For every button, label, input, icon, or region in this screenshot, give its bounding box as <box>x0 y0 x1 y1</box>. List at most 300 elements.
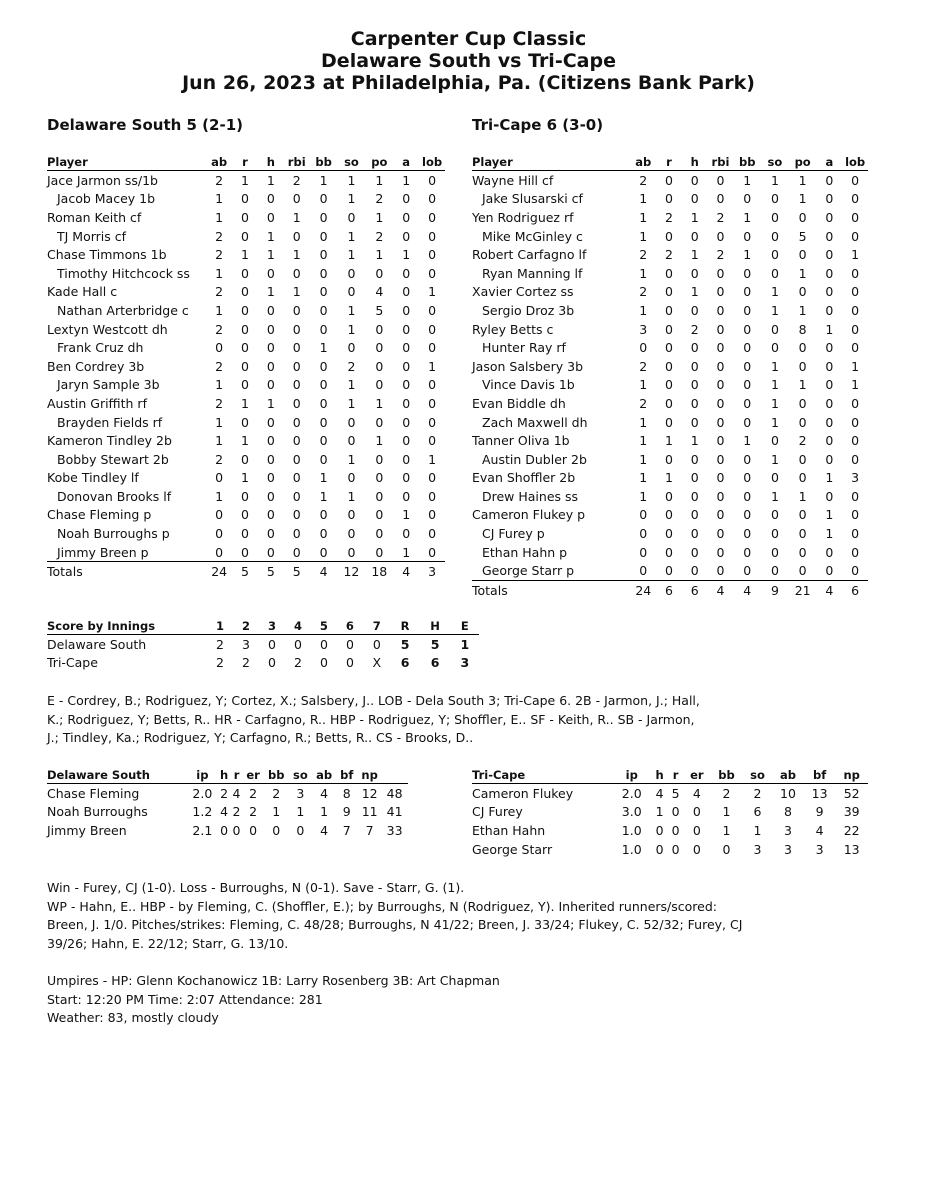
stat-cell: 0 <box>639 507 648 523</box>
innings-header <box>47 618 479 635</box>
player-name: Xavier Cortez ss <box>472 284 574 300</box>
stat-cell: 1 <box>639 191 648 207</box>
stat-cell: 0 <box>665 395 673 411</box>
stat-cell: 0 <box>851 526 860 542</box>
inning-cell: 5 <box>430 636 440 652</box>
stat-cell: 0 <box>851 451 860 467</box>
player-row <box>472 227 868 246</box>
stat-cell: 0 <box>665 414 673 430</box>
player-name: Lextyn Westcott dh <box>47 321 168 337</box>
stat-cell: 0 <box>402 191 411 207</box>
stat-cell: 0 <box>375 451 384 467</box>
stat-cell: 0 <box>428 433 437 449</box>
stat-cell: 0 <box>665 488 673 504</box>
pitching-cell: 3 <box>815 841 824 857</box>
stat-cell: 0 <box>292 191 301 207</box>
stat-cell: 2 <box>215 358 224 374</box>
stat-cell: 1 <box>241 433 249 449</box>
stat-cell: 0 <box>266 414 275 430</box>
player-name: Chase Timmons 1b <box>47 247 167 263</box>
player-name: TJ Morris cf <box>57 228 127 244</box>
pitching-cell: 3 <box>753 841 762 857</box>
stat-cell: 1 <box>665 433 673 449</box>
header-row <box>472 154 868 171</box>
stat-cell: 0 <box>798 358 807 374</box>
stat-cell: 0 <box>743 544 752 560</box>
player-name: Robert Carfagno lf <box>472 247 587 263</box>
stat-cell: 0 <box>241 321 249 337</box>
stat-cell: 0 <box>402 265 411 281</box>
stat-cell: 0 <box>770 470 779 486</box>
pitching-cell: 0 <box>671 804 680 820</box>
stat-cell: 0 <box>708 561 734 580</box>
pitching-cell: 4 <box>320 785 329 801</box>
pitching-cell: 48 <box>386 785 403 801</box>
pitching-cell: 39 <box>843 804 860 820</box>
innings-col: 2 <box>233 618 259 635</box>
stat-cell: 0 <box>770 544 779 560</box>
stat-cell: 1 <box>639 302 648 318</box>
stat-cell: 0 <box>292 358 301 374</box>
pitching-col: er <box>683 767 710 784</box>
stat-cell: 0 <box>347 265 356 281</box>
player-row <box>47 506 445 525</box>
stat-cell: 1 <box>292 284 301 300</box>
stat-cell: 0 <box>690 526 699 542</box>
home-team-heading: Tri-Cape 6 (3-0) <box>472 116 604 134</box>
pitcher-row <box>47 784 407 803</box>
stat-cell: 0 <box>690 544 699 560</box>
player-row <box>47 357 445 376</box>
pitcher-name: Ethan Hahn <box>472 822 546 838</box>
player-row <box>472 469 868 488</box>
stat-cell: 1 <box>215 377 224 393</box>
stat-cell: 0 <box>798 209 807 225</box>
stat-cell: 0 <box>338 543 366 562</box>
pitching-cell: 33 <box>386 822 403 838</box>
stat-cell: 0 <box>319 265 328 281</box>
inning-cell: 0 <box>293 636 302 652</box>
stat-cell: 1 <box>402 172 411 188</box>
player-row <box>47 208 445 227</box>
pitching-cell: 0 <box>722 841 731 857</box>
stat-cell: 2 <box>215 284 224 300</box>
pitching-cell: 0 <box>692 841 701 857</box>
date-venue: Jun 26, 2023 at Philadelphia, Pa. (Citizens Bank Park) <box>182 72 755 94</box>
player-name: Austin Griffith rf <box>47 395 147 411</box>
stat-cell: 0 <box>665 377 673 393</box>
col-header: po <box>365 154 393 171</box>
stat-cell: 1 <box>825 507 834 523</box>
stat-cell: 1 <box>770 377 779 393</box>
stat-cell: 1 <box>770 302 779 318</box>
stat-cell: 2 <box>665 209 673 225</box>
stat-cell: 2 <box>215 395 224 411</box>
stat-cell: 0 <box>319 209 328 225</box>
stat-cell: 0 <box>428 414 437 430</box>
pitcher-row <box>47 821 407 840</box>
stat-cell: 0 <box>639 544 648 560</box>
stat-cell: 1 <box>690 209 699 225</box>
stat-cell: 0 <box>428 321 437 337</box>
col-header: lob <box>842 154 868 171</box>
stat-cell: 2 <box>690 321 699 337</box>
player-row <box>47 264 445 283</box>
stat-cell: 2 <box>639 358 648 374</box>
stat-cell: 3 <box>851 470 860 486</box>
stat-cell: 1 <box>798 488 807 504</box>
stat-cell: 1 <box>266 172 275 188</box>
totals-cell: 3 <box>428 564 437 580</box>
stat-cell: 0 <box>743 265 752 281</box>
stat-cell: 0 <box>798 414 807 430</box>
stat-cell: 0 <box>284 543 310 562</box>
stat-cell: 0 <box>665 544 673 560</box>
player-row <box>472 413 868 432</box>
pitching-col: np <box>357 767 382 784</box>
stat-cell: 0 <box>215 507 224 523</box>
player-row <box>472 487 868 506</box>
stat-cell: 0 <box>319 302 328 318</box>
stat-cell: 0 <box>215 470 224 486</box>
stat-cell: 0 <box>770 340 779 356</box>
col-header: rbi <box>708 154 734 171</box>
team-name: Tri-Cape <box>47 655 98 671</box>
stat-cell: 0 <box>665 321 673 337</box>
away-box-score <box>47 154 445 581</box>
pitching-cell: 11 <box>361 804 378 820</box>
pitching-cell: 3 <box>783 841 792 857</box>
stat-cell: 0 <box>292 414 301 430</box>
player-name: Tanner Oliva 1b <box>472 433 570 449</box>
stat-cell: 2 <box>375 228 384 244</box>
stat-cell: 0 <box>292 470 301 486</box>
player-name: Zach Maxwell dh <box>482 414 588 430</box>
stat-cell: 1 <box>266 247 275 263</box>
stat-cell: 0 <box>825 488 834 504</box>
pitching-cell: 6 <box>753 804 762 820</box>
pitching-cell: 10 <box>780 785 796 801</box>
stat-cell: 1 <box>215 488 224 504</box>
pitching-cell: 0 <box>692 822 701 838</box>
stat-cell: 0 <box>817 561 843 580</box>
stat-cell: 1 <box>770 451 779 467</box>
pitching-cell: 0 <box>232 822 241 838</box>
stat-cell: 0 <box>665 284 673 300</box>
stat-cell: 0 <box>241 507 249 523</box>
matchup: Delaware South vs Tri-Cape <box>321 50 616 72</box>
pitching-col: ip <box>187 767 218 784</box>
stat-cell: 0 <box>292 340 301 356</box>
player-row <box>472 171 868 190</box>
totals-cell: 5 <box>241 564 249 580</box>
stat-cell: 1 <box>215 414 224 430</box>
stat-cell: 1 <box>215 265 224 281</box>
stat-cell: 2 <box>215 451 224 467</box>
pitching-cell: 4 <box>232 785 241 801</box>
stat-cell: 1 <box>851 377 860 393</box>
stat-cell: 0 <box>716 377 725 393</box>
inning-cell: 6 <box>400 655 410 671</box>
pitching-cell: 2 <box>722 785 731 801</box>
player-name: Kade Hall c <box>47 284 118 300</box>
stat-cell: 0 <box>292 228 301 244</box>
stat-cell: 1 <box>770 414 779 430</box>
stat-cell: 5 <box>375 302 384 318</box>
stat-cell: 0 <box>743 191 752 207</box>
stat-cell: 0 <box>241 191 249 207</box>
stat-cell: 1 <box>402 507 411 523</box>
stat-cell: 0 <box>665 302 673 318</box>
stat-cell: 0 <box>292 433 301 449</box>
pitching-cell: 0 <box>655 822 664 838</box>
stat-cell: 0 <box>428 172 437 188</box>
stat-cell: 0 <box>319 526 328 542</box>
team-name: Delaware South <box>47 636 147 652</box>
player-name: Wayne Hill cf <box>472 172 554 188</box>
player-row <box>472 320 868 339</box>
stat-cell: 0 <box>743 414 752 430</box>
stat-cell: 0 <box>347 284 356 300</box>
pitching-cell: 3.0 <box>621 804 642 820</box>
stat-cell: 5 <box>798 228 807 244</box>
stat-cell: 0 <box>825 247 834 263</box>
stat-cell: 0 <box>716 507 725 523</box>
stat-cell: 1 <box>375 247 384 263</box>
pitcher-name: Jimmy Breen <box>47 822 127 838</box>
stat-cell: 1 <box>347 247 356 263</box>
stat-cell: 0 <box>825 395 834 411</box>
stat-cell: 0 <box>716 544 725 560</box>
stat-cell: 0 <box>665 358 673 374</box>
stat-cell: 2 <box>665 247 673 263</box>
pitching-team: Delaware South <box>47 767 187 784</box>
innings-col: E <box>451 618 479 635</box>
pitching-cell: 4 <box>655 785 664 801</box>
pitching-cell: 2 <box>249 804 258 820</box>
player-name: Yen Rodriguez rf <box>472 209 574 225</box>
stat-cell: 0 <box>851 191 860 207</box>
stat-cell: 1 <box>241 395 249 411</box>
stat-cell: 0 <box>375 507 384 523</box>
stat-cell: 1 <box>743 247 752 263</box>
stat-cell: 1 <box>393 543 419 562</box>
player-name: Nathan Arterbridge c <box>57 302 189 318</box>
stat-cell: 1 <box>770 284 779 300</box>
stat-cell: 1 <box>375 172 384 188</box>
stat-cell: 0 <box>851 265 860 281</box>
player-row <box>472 506 868 525</box>
player-row <box>47 487 445 506</box>
stat-cell: 0 <box>825 544 834 560</box>
pitching-col: np <box>835 767 868 784</box>
pitching-cell: 2 <box>220 785 229 801</box>
pitching-col: so <box>289 767 312 784</box>
stat-cell: 1 <box>347 191 356 207</box>
stat-cell: 0 <box>770 228 779 244</box>
pitching-cell: 9 <box>815 804 824 820</box>
stat-cell: 1 <box>825 470 834 486</box>
pitching-cell: 4 <box>692 785 701 801</box>
stat-cell: 1 <box>639 433 648 449</box>
pitcher-name: Noah Burroughs <box>47 804 148 820</box>
player-name: Frank Cruz dh <box>57 340 144 356</box>
player-row <box>472 283 868 302</box>
pitching-col: r <box>668 767 684 784</box>
stat-cell: 1 <box>215 433 224 449</box>
player-row <box>47 338 445 357</box>
totals-cell: 9 <box>770 582 779 598</box>
stat-cell: 0 <box>215 526 224 542</box>
pitching-cell: 4 <box>815 822 824 838</box>
stat-cell: 0 <box>716 284 725 300</box>
stat-cell: 0 <box>292 321 301 337</box>
innings-col: Score by Innings <box>47 618 207 635</box>
stat-cell: 0 <box>292 488 301 504</box>
pitching-cell: 0 <box>296 822 305 838</box>
pitching-header <box>47 767 407 784</box>
pitching-cell: 4 <box>320 822 329 838</box>
inning-cell: 3 <box>242 636 250 652</box>
player-row <box>472 561 868 580</box>
stat-cell: 0 <box>266 191 275 207</box>
pitcher-name: Chase Fleming <box>47 785 140 801</box>
stat-cell: 0 <box>319 228 328 244</box>
stat-cell: 0 <box>375 470 384 486</box>
pitching-cell: 0 <box>671 822 680 838</box>
stat-cell: 0 <box>310 543 338 562</box>
stat-cell: 2 <box>215 247 224 263</box>
stat-cell: 0 <box>292 265 301 281</box>
summary-line: 39/26; Hahn, E. 22/12; Starr, G. 13/10. <box>47 935 289 951</box>
stat-cell: 0 <box>825 284 834 300</box>
player-row <box>47 394 445 413</box>
inning-cell: X <box>372 655 382 671</box>
stat-cell: 0 <box>347 209 356 225</box>
pitcher-row <box>472 840 868 859</box>
stat-cell: 0 <box>798 544 807 560</box>
totals-cell: 4 <box>402 564 411 580</box>
stat-cell: 1 <box>690 433 699 449</box>
stat-cell: 0 <box>319 358 328 374</box>
stat-cell: 1 <box>375 209 384 225</box>
stat-cell: 0 <box>258 543 284 562</box>
inning-cell: 0 <box>319 636 328 652</box>
player-name: Ben Cordrey 3b <box>47 358 145 374</box>
score-by-innings <box>47 618 479 672</box>
totals-cell: 21 <box>794 582 811 598</box>
stat-cell: 0 <box>851 488 860 504</box>
stat-cell: 0 <box>375 488 384 504</box>
stat-cell: 1 <box>347 451 356 467</box>
stat-cell: 0 <box>690 414 699 430</box>
stat-cell: 1 <box>375 433 384 449</box>
stat-cell: 1 <box>851 358 860 374</box>
pitching-cell: 1 <box>753 822 762 838</box>
col-header: a <box>393 154 419 171</box>
stat-cell: 0 <box>319 451 328 467</box>
stat-cell: 0 <box>402 488 411 504</box>
pitching-cell: 2 <box>232 804 241 820</box>
innings-col: H <box>419 618 450 635</box>
col-header: so <box>338 154 366 171</box>
stat-cell: 1 <box>292 247 301 263</box>
stat-cell: 0 <box>428 265 437 281</box>
pitching-cell: 1 <box>722 822 731 838</box>
stat-cell: 0 <box>743 507 752 523</box>
stat-cell: 0 <box>798 247 807 263</box>
stat-cell: 0 <box>241 209 249 225</box>
stat-cell: 0 <box>241 451 249 467</box>
pitching-cell: 52 <box>843 785 860 801</box>
pitching-cell: 4 <box>220 804 229 820</box>
stat-cell: 0 <box>770 507 779 523</box>
stat-cell: 0 <box>428 526 437 542</box>
stat-cell: 0 <box>241 284 249 300</box>
stat-cell: 2 <box>716 209 725 225</box>
stat-cell: 0 <box>743 321 752 337</box>
stat-cell: 0 <box>292 451 301 467</box>
stat-cell: 0 <box>630 561 656 580</box>
totals-cell: 5 <box>292 564 301 580</box>
pitching-cell: 1.0 <box>621 841 642 857</box>
stat-cell: 1 <box>851 247 860 263</box>
stat-cell: 0 <box>319 321 328 337</box>
pitching-col: h <box>651 767 667 784</box>
stat-cell: 0 <box>825 358 834 374</box>
stat-cell: 0 <box>743 470 752 486</box>
stat-cell: 0 <box>347 507 356 523</box>
player-row <box>472 208 868 227</box>
stat-cell: 0 <box>665 265 673 281</box>
stat-cell: 0 <box>770 433 779 449</box>
inning-cell: 0 <box>345 655 354 671</box>
stat-cell: 0 <box>428 377 437 393</box>
totals-cell: 6 <box>665 582 673 598</box>
stat-cell: 0 <box>266 209 275 225</box>
stat-cell: 1 <box>798 265 807 281</box>
player-name: Ryley Betts c <box>472 321 554 337</box>
stat-cell: 0 <box>851 544 860 560</box>
stat-cell: 2 <box>639 284 648 300</box>
stat-cell: 0 <box>375 321 384 337</box>
stat-cell: 0 <box>266 377 275 393</box>
player-name: Jimmy Breen p <box>47 543 206 562</box>
player-row <box>472 376 868 395</box>
stat-cell: 1 <box>639 451 648 467</box>
stat-cell: 0 <box>690 302 699 318</box>
stat-cell: 0 <box>402 228 411 244</box>
innings-col: 6 <box>337 618 363 635</box>
player-row <box>472 524 868 543</box>
stat-cell: 0 <box>851 507 860 523</box>
stat-cell: 0 <box>825 265 834 281</box>
totals-cell: 12 <box>343 564 360 580</box>
totals-cell: 4 <box>825 582 834 598</box>
stat-cell: 0 <box>428 340 437 356</box>
stat-cell: 1 <box>639 488 648 504</box>
stat-cell: 1 <box>639 209 648 225</box>
player-name: Donovan Brooks lf <box>57 488 172 504</box>
stat-cell: 0 <box>266 526 275 542</box>
stat-cell: 0 <box>402 321 411 337</box>
stat-cell: 1 <box>241 172 249 188</box>
stat-cell: 2 <box>716 247 725 263</box>
stat-cell: 1 <box>241 247 249 263</box>
stat-cell: 0 <box>402 395 411 411</box>
totals-cell: 5 <box>266 564 275 580</box>
stat-cell: 0 <box>402 340 411 356</box>
